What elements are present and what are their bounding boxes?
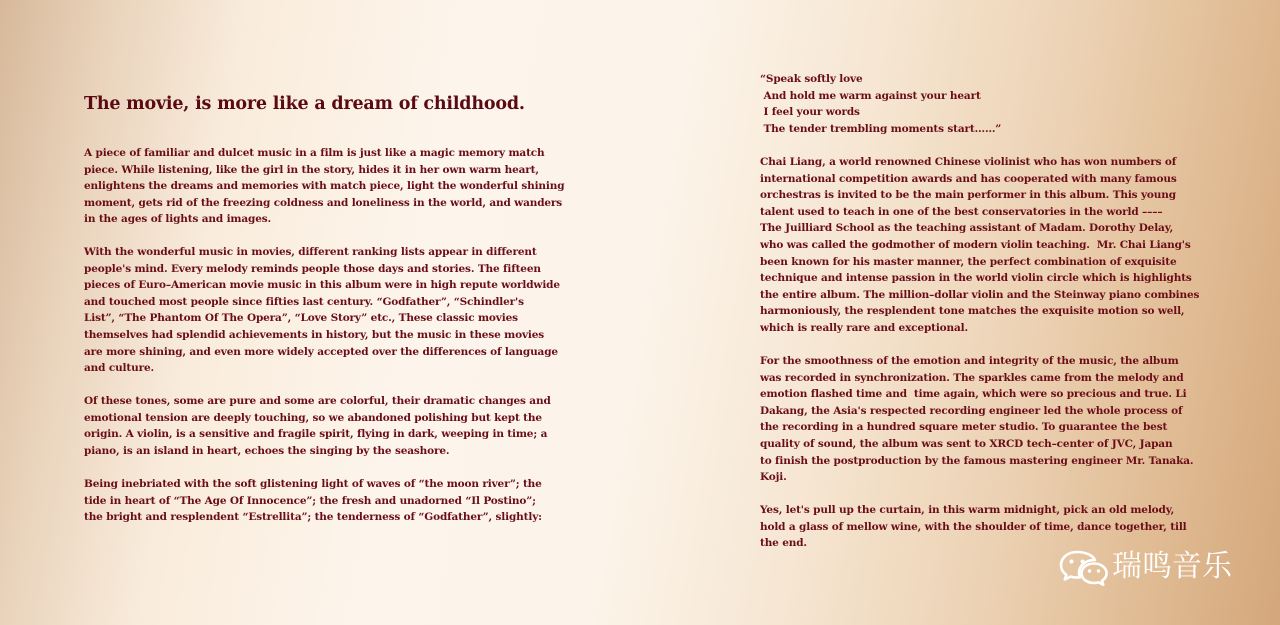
left-page [84,0,564,625]
right-page [760,0,1200,625]
left-paragraph-3: Of these tones, some are pure and some are colorful, their dramatic changes and emotional tension are deeply touching, so we abandoned polishing but kept the origin. A violin, is a sensitive and fragile spirit, flying in dark, weeping in time; a piano, is an island in heart, echoes the singing by the seashore. [84,395,551,457]
left-paragraph-4: Being inebriated with the soft glistening light of waves of “the moon river”; the tide in heart of “The Age Of Innocence”; the fresh and unadorned “Il Postino”; the bright and resplendent “Estrellita”; the tenderness of “Godfather”, slightly: [84,478,542,524]
right-paragraph-performer: Chai Liang, a world renowned Chinese violinist who has won numbers of international competition awards and has cooperated with many famous orchestras is invited to be the main performer in this album. This young talent used to teach in one of the best conservatories in the world –––– The Juilliard School as the teaching assistant of Madam. Dorothy Delay, who was called the godmother of modern violin teaching. Mr. Chai Liang's been known for his master manner, the perfect combination of exquisite technique and intense passion in the world violin circle which is highlights the entire album. The million–dollar violin and the Steinway piano combines harmoniously, the resplendent tone matches the exquisite motion so well, which is really rare and exceptional. [760,156,1200,334]
right-paragraph-closing: Yes, let's pull up the curtain, in this warm midnight, pick an old melody, hold a glass of mellow wine, with the shoulder of time, dance together, till the end. [760,504,1187,550]
page-heading: The movie, is more like a dream of childhood. [84,94,525,114]
watermark-text: 瑞鸣音乐 [1112,549,1232,584]
wechat-icon [1058,548,1110,588]
left-paragraph-1: A piece of familiar and dulcet music in a film is just like a magic memory match piece. While listening, like the girl in the story, hides it in her own warm heart, enlightens the dreams and memories with match piece, light the wonderful shining moment, gets rid of the freezing coldness and loneliness in the world, and wanders in the ages of lights and images. [84,147,565,226]
left-paragraph-2: With the wonderful music in movies, different ranking lists appear in different people's mind. Every melody reminds people those days and stories. The fifteen pieces of Euro–American movie music in this album were in high repute worldwide and touched most people since fifties last century. “Godfather”, “Schindler's List”, “The Phantom Of The Opera”, “Love Story” etc., These classic movies themselves had splendid achievements in history, but the music in these movies are more shining, and even more widely accepted over the differences of language and culture. [84,246,560,375]
watermark [1058,546,1248,592]
song-lyrics-quote: “Speak softly love And hold me warm against your heart I feel your words The tender trembling moments start……” [760,73,1002,135]
right-paragraph-recording: For the smoothness of the emotion and integrity of the music, the album was recorded in synchronization. The sparkles came from the melody and emotion flashed time and time again, which were so precious and true. Li Dakang, the Asia's respected recording engineer led the whole process of the recording in a hundred square meter studio. To guarantee the best quality of sound, the album was sent to XRCD tech–center of JVC, Japan to finish the postproduction by the famous mastering engineer Mr. Tanaka. Koji. [760,355,1194,484]
